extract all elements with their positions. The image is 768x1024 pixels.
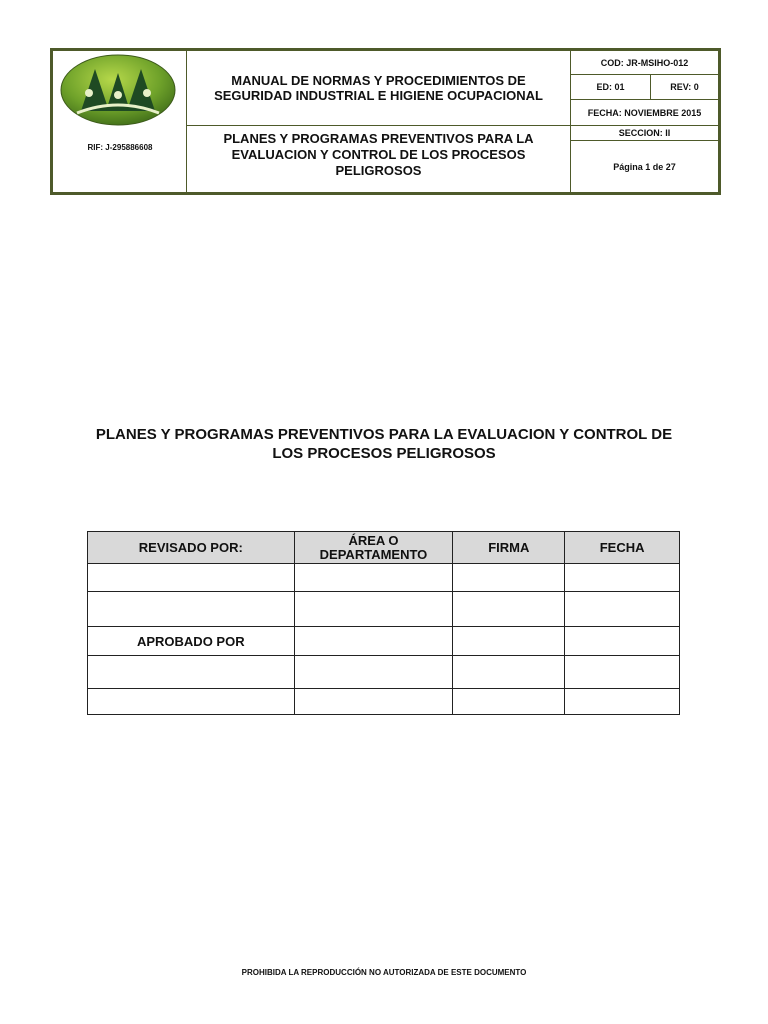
header-meta-cell xyxy=(570,51,718,192)
table-row xyxy=(88,656,680,689)
page-number: Página 1 de 27 xyxy=(613,161,676,172)
revision: REV: 0 xyxy=(651,75,718,100)
aprobado-label: APROBADO POR xyxy=(88,627,295,656)
table-cell xyxy=(565,627,680,656)
table-cell xyxy=(88,656,295,689)
table-cell xyxy=(453,592,565,627)
table-cell xyxy=(88,689,295,715)
table-cell xyxy=(565,656,680,689)
manual-title-line2: SEGURIDAD INDUSTRIAL E HIGIENE OCUPACIONAL xyxy=(214,88,543,103)
table-cell xyxy=(565,689,680,715)
table-cell xyxy=(88,564,295,592)
table-cell xyxy=(565,592,680,627)
table-cell xyxy=(294,656,453,689)
doc-date: FECHA: NOVIEMBRE 2015 xyxy=(571,100,718,126)
table-cell xyxy=(453,564,565,592)
table-row xyxy=(88,564,680,592)
page-title-line2: LOS PROCESOS PELIGROSOS xyxy=(272,445,496,462)
page-title xyxy=(60,425,708,463)
table-cell xyxy=(294,592,453,627)
page-title-line1: PLANES Y PROGRAMAS PREVENTIVOS PARA LA EVALUACION Y CONTROL DE xyxy=(95,426,673,443)
table-row xyxy=(88,627,680,656)
table-header-row xyxy=(88,532,680,564)
col-header-firma: FIRMA xyxy=(453,532,565,564)
table-cell xyxy=(453,627,565,656)
table-row xyxy=(88,689,680,715)
footer-notice: PROHIBIDA LA REPRODUCCIÓN NO AUTORIZADA DE ESTE DOCUMENTO xyxy=(241,968,527,977)
approval-table xyxy=(87,531,680,715)
document-title-line1: PLANES Y PROGRAMAS PREVENTIVOS PARA LA xyxy=(223,131,534,146)
col-header-area-line2: DEPARTAMENTO xyxy=(319,546,428,562)
manual-title xyxy=(187,51,570,126)
col-header-area-line1: ÁREA O xyxy=(348,532,399,548)
col-header-area xyxy=(294,532,453,564)
table-cell xyxy=(565,564,680,592)
company-logo xyxy=(59,53,177,127)
table-cell xyxy=(294,689,453,715)
col-header-revisado: REVISADO POR: xyxy=(88,532,295,564)
table-cell xyxy=(294,564,453,592)
table-cell xyxy=(453,689,565,715)
manual-title-line1: MANUAL DE NORMAS Y PROCEDIMIENTOS DE xyxy=(231,73,526,88)
section: SECCION: II xyxy=(571,126,718,141)
table-cell xyxy=(88,592,295,627)
table-cell xyxy=(453,656,565,689)
rif-number: RIF: J-295886608 xyxy=(87,143,153,152)
header-logo-cell xyxy=(53,51,187,192)
table-row xyxy=(88,592,680,627)
doc-code: COD: JR-MSIHO-012 xyxy=(571,51,718,75)
document-title xyxy=(187,126,570,192)
edition: ED: 01 xyxy=(571,75,651,100)
col-header-fecha: FECHA xyxy=(565,532,680,564)
table-cell xyxy=(294,627,453,656)
document-title-line2: EVALUACION Y CONTROL DE LOS PROCESOS PELIGROSOS xyxy=(231,147,526,178)
document-header xyxy=(50,48,721,195)
header-title-cell xyxy=(187,51,570,192)
